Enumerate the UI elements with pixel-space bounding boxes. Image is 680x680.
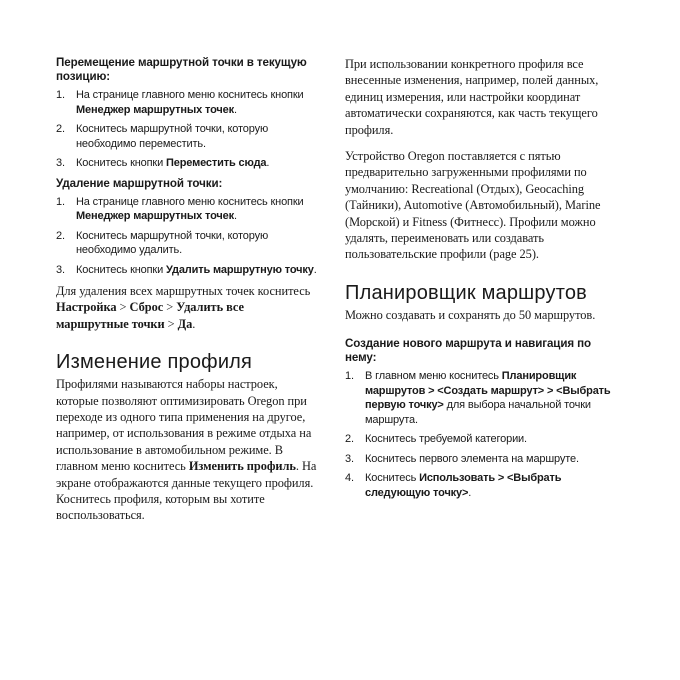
text: > [164,316,178,331]
delete-waypoint-heading: Удаление маршрутной точки: [56,176,223,190]
delete-all-paragraph [56,283,318,332]
step-number: 2. [345,433,354,446]
list-item [56,122,318,151]
profile-save-paragraph: При использовании конкретного профиля все внесенные изменения, например, полей данных, единиц измерения, или настройки координат автоматически сохраняются, как часть текущего профиля. [345,57,599,137]
step-text: Коснитесь кнопки [76,263,166,276]
step-bold: Планировщик маршрутов > <Создать маршрут> > <Выбрать первую точку> [365,370,611,412]
left-column [56,56,318,524]
step-text: На странице главного меню коснитесь кнопки [76,195,304,208]
step-text-end: для выбора начальной точки маршрута. [365,399,591,426]
list-item [345,369,615,427]
text: > [116,300,130,315]
step-bold: Менеджер маршрутных точек [76,210,234,222]
text: Профилями называются наборы настроек, которые позволяют оптимизировать Oregon при переходе из одного типа применения на другое, например, от использования в режиме отдыха на использование в автомобильном режиме. В главном меню коснитесь [56,377,312,474]
step-text: Коснитесь [365,472,420,485]
text: . [192,316,196,331]
step-text: Коснитесь кнопки [76,157,166,169]
step-text: Коснитесь требуемой категории. [365,433,527,446]
step-number: 3. [56,263,65,276]
step-text-end: . [468,486,472,499]
route-planner-paragraph: Можно создавать и сохранять до 50 маршрутов. [345,307,596,322]
step-text: Коснитесь маршрутной точки, которую необходимо переместить. [76,123,269,150]
text: Для удаления всех маршрутных точек коснитесь [56,284,311,298]
step-text: В главном меню коснитесь [365,370,502,383]
list-item [345,452,615,467]
step-number: 3. [56,157,65,169]
preloaded-profiles-paragraph: Устройство Oregon поставляется с пятью предварительно загруженными профилями по умолчанию: Recreational (Отдых), Geocaching (Тайники), Automotive (Автомобильный), Marine (Морской) и Fitness (Фитнесс). Профили можно удалять, переименовать или создавать пользовательские профили (page 25). [345,149,601,262]
step-number: 4. [345,472,354,485]
delete-waypoint-steps [56,195,318,278]
bold-text: Удалить все маршрутные точки [56,300,244,331]
list-item [345,432,615,447]
list-item [56,229,318,258]
step-text-end: . [233,103,237,116]
profile-paragraph [56,376,318,524]
text: . На экране отображаются данные текущего профиля. Коснитесь профиля, которым вы хотите воспользоваться. [56,459,317,523]
list-item [56,263,318,278]
create-route-heading: Создание нового маршрута и навигация по нему: [345,337,592,365]
step-number: 2. [56,123,65,135]
create-route-steps [345,369,615,500]
step-bold: Использовать > <Выбрать следующую точку> [365,472,562,499]
list-item [56,195,318,224]
route-planner-title: Планировщик маршрутов [345,281,588,304]
step-number: 1. [345,370,354,383]
step-text: Коснитесь первого элемента на маршруте. [365,452,579,465]
step-bold: Менеджер маршрутных точек [76,103,234,116]
list-item [345,471,615,500]
step-text-end: . [266,157,270,169]
step-text: Коснитесь маршрутной точки, которую необходимо удалить. [76,229,269,256]
step-number: 2. [56,229,65,242]
bold-text: Да [177,316,193,331]
bold-text: Изменить профиль [188,459,296,474]
bold-text: Настройка [56,300,117,315]
profile-section-title: Изменение профиля [56,351,253,374]
step-bold: Переместить сюда [166,157,267,169]
move-waypoint-heading: Перемещение маршрутной точки в текущую позицию: [56,56,307,83]
step-number: 3. [345,452,354,465]
list-item [56,88,318,117]
step-number: 1. [56,195,65,208]
step-text-end: . [313,263,317,276]
move-waypoint-steps [56,88,318,171]
right-column [345,56,615,505]
step-text-end: . [233,210,237,222]
step-text: На странице главного меню коснитесь кнопки [76,89,304,101]
bold-text: Сброс [129,300,164,315]
step-bold: Удалить маршрутную точку [166,263,314,276]
step-number: 1. [56,89,65,101]
text: > [163,300,177,315]
list-item [56,156,318,171]
